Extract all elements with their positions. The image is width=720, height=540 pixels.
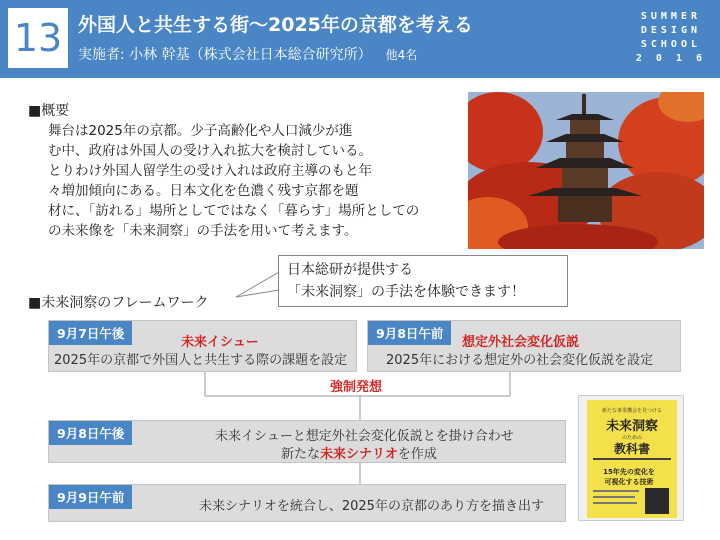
date-tag: 9月9日午前 xyxy=(49,485,132,509)
overview-line: 材に、「訪れる」場所としてではなく「暮らす」場所としての xyxy=(48,203,420,219)
book-title-2: のための xyxy=(621,435,643,441)
callout-line2: 「未来洞察」の手法を体験できます！ xyxy=(287,284,525,300)
future-scenario-highlight: 未来シナリオ xyxy=(320,447,398,462)
book-title-3: 教科書 xyxy=(613,442,651,456)
date-tag: 9月7日午後 xyxy=(49,321,132,345)
overview-line: む中、政府は外国人の受け入れ拡大を検討している。 xyxy=(48,143,372,159)
book-title-1: 未来洞察 xyxy=(605,419,659,434)
logo-line: 2 0 1 6 xyxy=(635,53,706,64)
date-tag: 9月8日午後 xyxy=(49,421,132,445)
step-description-line2 xyxy=(281,443,437,462)
book-sub-1: 15年先の変化を xyxy=(603,468,655,476)
line2-pre: 新たな xyxy=(281,447,321,462)
overview-line: 々増加傾向にある。日本文化を色濃く残す京都を題 xyxy=(48,183,359,199)
step-box-scenario xyxy=(48,420,566,463)
step-box-future-issue xyxy=(48,320,357,372)
step-description: 未来シナリオを統合し、2025年の京都のあり方を描き出す xyxy=(199,499,544,514)
book-top-text: 新たな事業機会を見つける xyxy=(601,408,663,414)
logo-line: SCHOOL xyxy=(640,39,701,50)
step-box-unexpected-change xyxy=(367,320,681,372)
callout-line1: 日本総研が提供する xyxy=(287,262,413,278)
step-description: 2025年における想定外の社会変化仮説を設定 xyxy=(386,353,654,368)
step-box-integration xyxy=(48,484,566,522)
line2-post: を作成 xyxy=(397,447,437,462)
presenter-name: 実施者: 小林 幹基（株式会社日本総合研究所） xyxy=(78,47,372,63)
step-label: 想定外社会変化仮説 xyxy=(462,335,580,350)
forced-thinking-label: 強制発想 xyxy=(330,380,383,395)
book-sub-2: 可視化する技術 xyxy=(604,478,654,486)
overview-line: 舞台は2025年の京都。少子高齢化や人口減少が進 xyxy=(48,123,353,139)
presenter-others: 他4名 xyxy=(385,48,418,62)
page-title: 外国人と共生する街～2025年の京都を考える xyxy=(78,14,473,36)
step-description-line1: 未来イシューと想定外社会変化仮説とを掛け合わせ xyxy=(215,429,514,444)
session-number: 13 xyxy=(8,8,68,68)
step-description: 2025年の京都で外国人と共生する際の課題を設定 xyxy=(54,353,348,368)
logo-line: SUMMER xyxy=(640,11,701,22)
overview-heading: ■概要 xyxy=(28,103,70,119)
book-cover-art xyxy=(579,396,685,522)
overview-line: とりわけ外国人留学生の受け入れは政府主導のもと年 xyxy=(48,163,372,179)
overview-line: の未来像を「未来洞察」の手法を用いて考えます。 xyxy=(48,223,358,239)
date-tag: 9月8日午前 xyxy=(368,321,451,345)
book-cover xyxy=(578,395,684,521)
framework-heading: ■未来洞察のフレームワーク xyxy=(28,295,209,311)
step-label: 未来イシュー xyxy=(181,335,259,350)
logo-line: DESIGN xyxy=(640,25,701,36)
